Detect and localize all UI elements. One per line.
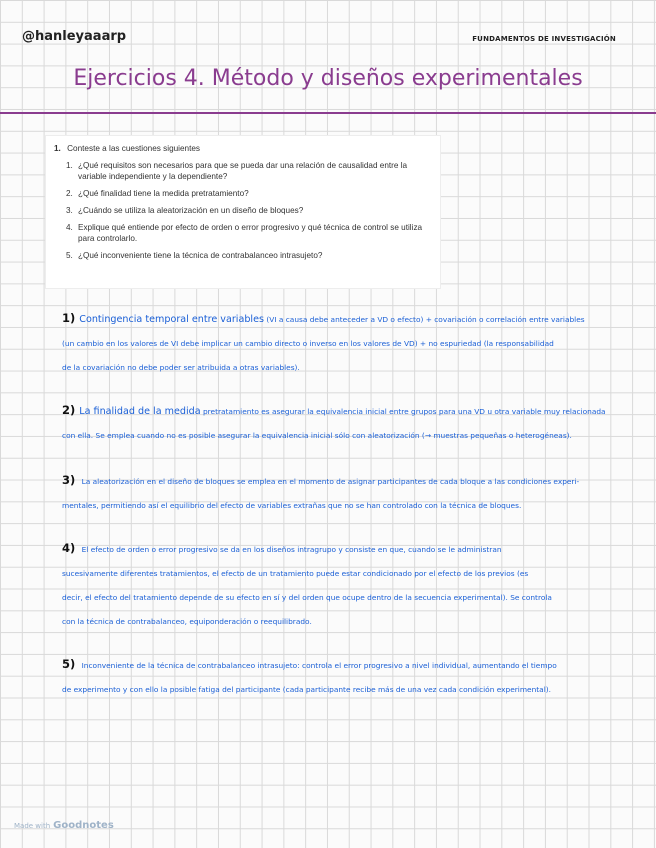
- answer-line: de la covariación no debe poder ser atribuida a otras variables).: [62, 363, 300, 372]
- question-number: 4.: [66, 223, 73, 232]
- question-text: ¿Cuándo se utiliza la aleatorización en un diseño de bloques?: [78, 206, 304, 215]
- answer-lead: Contingencia temporal entre variables: [79, 314, 265, 325]
- question-item: [66, 250, 430, 261]
- answer-1: [62, 306, 585, 380]
- answer-line: La aleatorización en el diseño de bloques se emplea en el momento de asignar participantes de cada bloque a las condiciones experi-: [81, 477, 580, 486]
- answer-line: El efecto de orden o error progresivo se da en los diseños intragrupo y consiste en que, cuando se le administran: [81, 545, 502, 554]
- question-text: ¿Qué finalidad tiene la medida pretratamiento?: [78, 189, 249, 198]
- questions-heading: [54, 144, 200, 153]
- answer-5: [62, 652, 557, 702]
- questions-number: 1.: [54, 144, 61, 153]
- question-text: ¿Qué requisitos son necesarios para que se pueda dar una relación de causalidad entre la variable independiente y la dependiente?: [78, 161, 408, 181]
- question-number: 1.: [66, 161, 73, 170]
- answer-line: decir, el efecto del tratamiento depende de su efecto en sí y del orden que ocupe dentro de la secuencia experimental). Se controla: [62, 593, 552, 602]
- made-with-label: Made with: [14, 822, 51, 830]
- answer-number: 5): [62, 657, 76, 671]
- answer-line: con la técnica de contrabalanceo, equiponderación o reequilibrado.: [62, 617, 312, 626]
- page-title: Ejercicios 4. Método y diseños experimentales: [73, 66, 583, 91]
- question-text: Explique qué entiende por efecto de orden o error progresivo y qué técnica de control se utiliza para controlarlo.: [78, 223, 423, 243]
- question-item: [66, 188, 430, 199]
- question-number: 5.: [66, 251, 73, 260]
- answer-number: 2): [62, 403, 76, 417]
- answer-number: 3): [62, 473, 76, 487]
- answer-line: (un cambio en los valores de VI debe implicar un cambio directo o inverso en los valores de VD) + no espuriedad (la responsabilidad: [62, 339, 554, 348]
- answer-3: [62, 468, 579, 518]
- questions-list: [66, 160, 430, 267]
- questions-heading-text: Conteste a las cuestiones siguientes: [67, 144, 201, 153]
- answer-number: 4): [62, 541, 76, 555]
- question-text: ¿Qué inconveniente tiene la técnica de contrabalanceo intrasujeto?: [78, 251, 323, 260]
- question-number: 3.: [66, 206, 73, 215]
- answer-line: mentales, permitiendo así el equilibrio del efecto de variables extrañas que no se han controlado con la técnica de bloques.: [62, 501, 522, 510]
- question-item: [66, 205, 430, 216]
- questions-box: [46, 136, 440, 288]
- question-number: 2.: [66, 189, 73, 198]
- question-item: [66, 160, 430, 182]
- answer-line: con ella. Se emplea cuando no es posible asegurar la equivalencia inicial sólo con aleatorización (→ muestras pequeñas o heterogéneas).: [62, 431, 572, 440]
- author-handle: @hanleyaaarp: [22, 29, 127, 44]
- answer-line: (VI a causa debe anteceder a VD o efecto) + covariación o correlación entre variables: [266, 315, 585, 324]
- answer-line: sucesivamente diferentes tratamientos, el efecto de un tratamiento puede estar condicionado por el efecto de los previos (es: [62, 569, 529, 578]
- answer-number: 1): [62, 311, 76, 325]
- title-divider: [0, 112, 656, 114]
- goodnotes-logo: Goodnotes: [53, 820, 114, 831]
- question-item: [66, 222, 430, 244]
- answer-line: de experimento y con ello la posible fatiga del participante (cada participante recibe más de una vez cada condición experimental).: [62, 685, 552, 694]
- answer-4: [62, 536, 552, 634]
- answer-2: [62, 398, 606, 448]
- goodnotes-watermark: [14, 820, 114, 831]
- answer-line: Inconveniente de la técnica de contrabalanceo intrasujeto: controla el error progresivo a nivel individual, aumentando el tiempo: [81, 661, 557, 670]
- answer-lead: La finalidad de la medida: [79, 406, 201, 417]
- subject-label: FUNDAMENTOS DE INVESTIGACIÓN: [472, 35, 616, 43]
- answer-line: pretratamiento es asegurar la equivalencia inicial entre grupos para una VD u otra variable muy relacionada: [202, 407, 606, 416]
